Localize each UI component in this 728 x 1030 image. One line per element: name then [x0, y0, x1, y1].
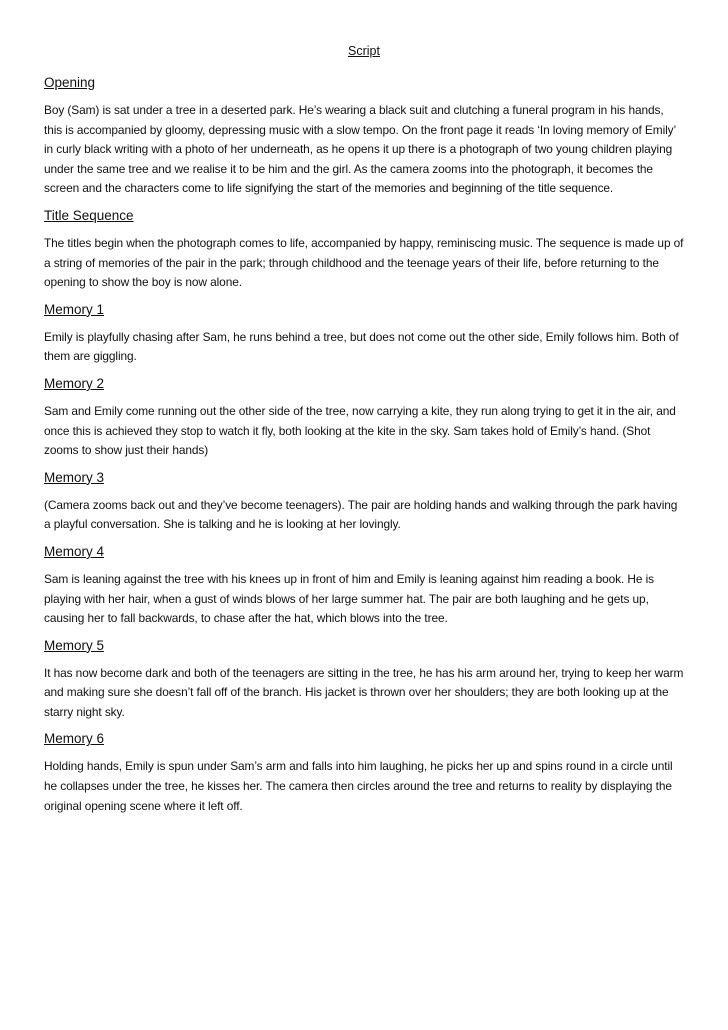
section-body: The titles begin when the photograph comes to life, accompanied by happy, reminiscing music. The sequence is made up of a string of memories of the pair in the park; through childhood and the teenage years of their life, before returning to the opening to show the boy is now alone. — [44, 235, 684, 290]
section-memory-4 — [44, 543, 684, 629]
section-heading: Memory 1 — [44, 301, 105, 317]
section-body: Emily is playfully chasing after Sam, he runs behind a tree, but does not come out the other side, Emily follows him. Both of them are giggling. — [44, 329, 679, 364]
document-title: Script — [348, 44, 380, 58]
section-body: (Camera zooms back out and they’ve become teenagers). The pair are holding hands and walking through the park having a playful conversation. She is talking and he is looking at her lovingly. — [44, 497, 678, 532]
section-body: Sam and Emily come running out the other side of the tree, now carrying a kite, they run along trying to get it in the air, and once this is achieved they stop to watch it fly, both looking at the kite in the sky. Sam takes hold of Emily’s hand. (Shot zooms to show just their hands) — [44, 403, 676, 458]
section-memory-6 — [44, 730, 684, 816]
section-heading: Memory 6 — [44, 731, 105, 747]
section-heading: Opening — [44, 75, 96, 90]
section-body: Sam is leaning against the tree with his knees up in front of him and Emily is leaning against him reading a book. He is playing with her hair, when a gust of winds blows of her large summer hat. The pair are both laughing and he gets up, causing her to fall backwards, to chase after the hat, which blows into the tree. — [44, 571, 654, 626]
document-page — [44, 44, 684, 824]
section-memory-5 — [44, 637, 684, 723]
section-memory-3 — [44, 469, 684, 535]
section-title-sequence — [44, 207, 684, 293]
section-heading: Memory 3 — [44, 469, 105, 485]
section-opening — [44, 74, 684, 199]
section-heading: Title Sequence — [44, 207, 134, 223]
section-heading: Memory 5 — [44, 637, 105, 653]
section-body: Holding hands, Emily is spun under Sam’s arm and falls into him laughing, he picks her up and spins round in a circle until he collapses under the tree, he kisses her. The camera then circles around the tree and returns to reality by displaying the original opening scene where it left off. — [44, 759, 673, 813]
section-memory-2 — [44, 375, 684, 461]
section-body: It has now become dark and both of the teenagers are sitting in the tree, he has his arm around her, trying to keep her warm and making sure she doesn’t fall off of the branch. His jacket is thrown over her shoulders; they are both looking up at the starry night sky. — [44, 665, 684, 719]
section-heading: Memory 4 — [44, 543, 105, 559]
section-body: Boy (Sam) is sat under a tree in a deserted park. He’s wearing a black suit and clutching a funeral program in his hands, this is accompanied by gloomy, depressing music with a slow tempo. On the front page it reads ‘In loving memory of Emily’ in curly black writing with a photo of her underneath, as he opens it up there is a photograph of two young children playing under the same tree and we realise it to be him and the girl. As the camera zooms into the photograph, it becomes the screen and the characters come to life signifying the start of the memories and beginning of the title sequence. — [44, 103, 676, 196]
section-memory-1 — [44, 301, 684, 367]
section-heading: Memory 2 — [44, 375, 105, 391]
